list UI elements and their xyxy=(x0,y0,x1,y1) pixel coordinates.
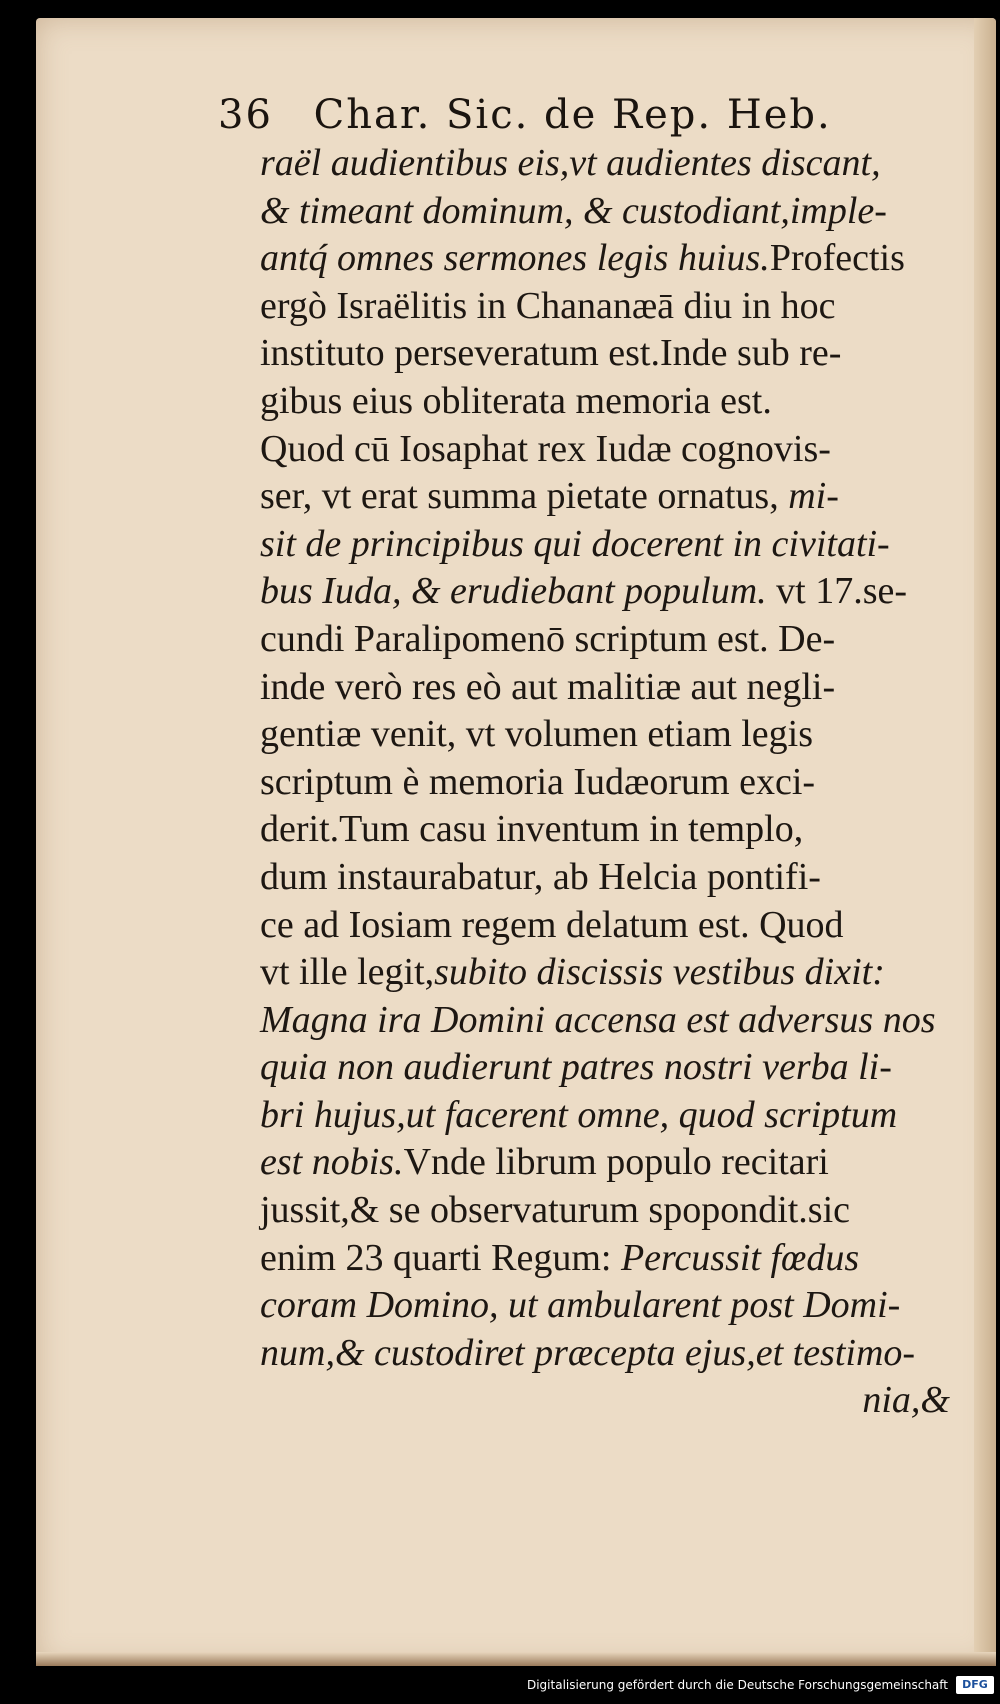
roman-segment: vt 17.se- xyxy=(766,570,908,613)
italic-segment: est nobis. xyxy=(260,1141,404,1184)
text-line xyxy=(260,521,950,569)
text-line xyxy=(260,1235,950,1283)
italic-segment: mi- xyxy=(788,475,839,518)
text-line xyxy=(260,1187,950,1235)
catchword: nia,& xyxy=(862,1379,950,1422)
text-line xyxy=(260,1044,950,1092)
roman-segment: vt ille legit, xyxy=(260,951,435,994)
text-line xyxy=(260,711,950,759)
text-line xyxy=(260,330,950,378)
text-line xyxy=(260,616,950,664)
text-line xyxy=(260,1282,950,1330)
body-text xyxy=(260,140,950,1425)
text-line xyxy=(260,949,950,997)
roman-segment: Vnde librum populo recitari xyxy=(403,1141,829,1184)
text-line xyxy=(260,140,950,188)
text-line xyxy=(260,283,950,331)
dfg-logo: DFG xyxy=(956,1676,994,1694)
roman-segment: ce ad Iosiam regem delatum est. Quod xyxy=(260,903,844,946)
page-bottom-edge xyxy=(36,1652,996,1666)
roman-segment: scriptum è memoria Iudæorum exci- xyxy=(260,760,816,803)
italic-segment: Percussit fœdus xyxy=(620,1236,860,1279)
text-line xyxy=(260,759,950,807)
text-line xyxy=(260,188,950,236)
text-line xyxy=(260,902,950,950)
running-head xyxy=(218,92,832,138)
roman-segment: cundi Paralipomenō scriptum est. De- xyxy=(260,617,836,660)
digitization-credit: Digitalisierung gefördert durch die Deutsche Forschungsgemeinschaft xyxy=(526,1678,948,1692)
text-line xyxy=(260,568,950,616)
text-line xyxy=(260,997,950,1045)
roman-segment: ser, vt erat summa pietate ornatus, xyxy=(260,475,789,518)
text-line xyxy=(260,1330,950,1378)
roman-segment: Quod cū Iosaphat rex Iudæ cognovis- xyxy=(260,427,831,470)
roman-segment: instituto perseveratum est.Inde sub re- xyxy=(260,332,842,375)
roman-segment: derit.Tum casu inventum in templo, xyxy=(260,808,804,851)
text-line xyxy=(260,426,950,474)
text-line xyxy=(260,806,950,854)
roman-segment: inde verò res eò aut malitiæ aut negli- xyxy=(260,665,836,708)
italic-segment: raël audientibus eis,vt audientes discant, xyxy=(260,142,881,184)
roman-segment: Profectis xyxy=(769,237,905,280)
italic-segment: num,& custodiret præcepta ejus,et testimo- xyxy=(260,1331,916,1374)
italic-segment: bus Iuda, & erudiebant populum. xyxy=(260,570,767,613)
roman-segment: ergò Israëlitis in Chananæā diu in hoc xyxy=(260,284,836,327)
page-gutter xyxy=(974,18,996,1666)
italic-segment: sit de principibus qui docerent in civitati- xyxy=(260,522,890,565)
italic-segment: & timeant dominum, & custodiant,imple- xyxy=(260,189,887,232)
roman-segment: gibus eius obliterata memoria est. xyxy=(260,379,772,422)
italic-segment: subito discissis vestibus dixit: xyxy=(434,951,885,994)
roman-segment: gentiæ venit, vt volumen etiam legis xyxy=(260,713,814,756)
text-line xyxy=(260,1092,950,1140)
text-line xyxy=(260,854,950,902)
italic-segment: Magna ira Domini accensa est adversus nos xyxy=(260,998,936,1041)
text-line xyxy=(260,378,950,426)
italic-segment: antq́ omnes sermones legis huius. xyxy=(260,237,770,280)
italic-segment: quia non audierunt patres nostri verba li- xyxy=(260,1046,892,1089)
italic-segment: bri hujus,ut facerent omne, quod scriptum xyxy=(260,1093,898,1136)
text-line xyxy=(260,664,950,712)
footer-bar xyxy=(0,1666,1000,1704)
roman-segment: jussit,& se observaturum spopondit.sic xyxy=(260,1189,851,1232)
roman-segment: enim 23 quarti Regum: xyxy=(260,1236,621,1279)
running-title: Char. Sic. de Rep. Heb. xyxy=(313,92,832,138)
italic-segment: coram Domino, ut ambularent post Domi- xyxy=(260,1284,901,1327)
text-line xyxy=(260,1139,950,1187)
text-line xyxy=(260,235,950,283)
roman-segment: dum instaurabatur, ab Helcia pontifi- xyxy=(260,855,821,898)
text-line xyxy=(260,473,950,521)
page-number: 36 xyxy=(218,92,273,138)
